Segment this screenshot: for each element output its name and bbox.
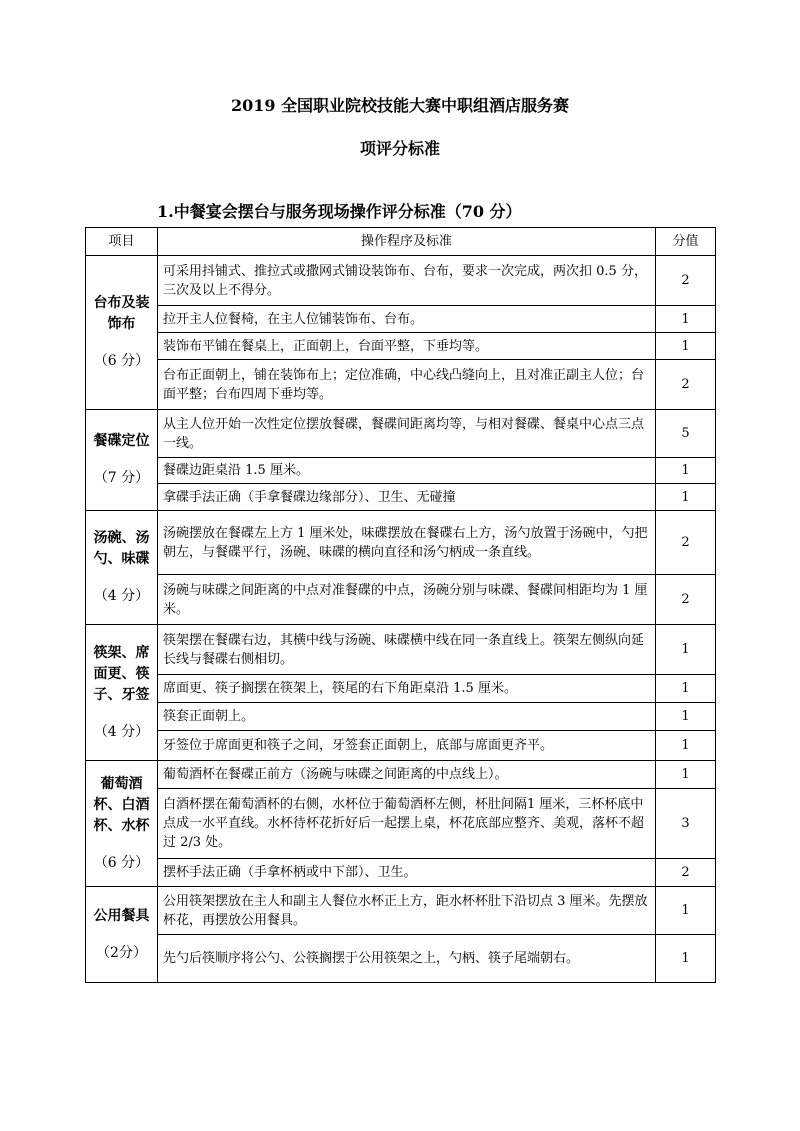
table-body xyxy=(86,256,716,983)
points-cell: 1 xyxy=(656,333,716,360)
table-row xyxy=(86,458,716,484)
procedure-cell: 拉开主人位餐椅，在主人位铺装饰布、台布。 xyxy=(158,306,656,333)
table-row xyxy=(86,859,716,887)
item-name: 葡萄酒杯、白酒杯、水杯 xyxy=(93,775,150,834)
header-points: 分值 xyxy=(656,228,716,256)
table-row xyxy=(86,887,716,935)
table-row xyxy=(86,333,716,360)
table-row xyxy=(86,360,716,410)
procedure-cell: 可采用抖铺式、推拉式或撒网式铺设装饰布、台布，要求一次完成，两次扣 0.5 分，三次及以上不得分。 xyxy=(158,256,656,306)
scoring-table xyxy=(85,227,716,983)
procedure-cell: 汤碗与味碟之间距离的中点对准餐碟的中点，汤碗分别与味碟、餐碟间相距均为 1 厘米。 xyxy=(158,575,656,625)
table-row xyxy=(86,761,716,789)
points-cell: 1 xyxy=(656,458,716,484)
item-cell xyxy=(86,625,158,761)
points-cell: 1 xyxy=(656,761,716,789)
procedure-cell: 摆杯手法正确（手拿杯柄或中下部）、卫生。 xyxy=(158,859,656,887)
table-row xyxy=(86,575,716,625)
points-cell: 1 xyxy=(656,306,716,333)
procedure-cell: 餐碟边距桌沿 1.5 厘米。 xyxy=(158,458,656,484)
item-cell xyxy=(86,256,158,410)
item-name: 筷架、席面更、筷子、牙签 xyxy=(93,644,150,703)
points-cell: 1 xyxy=(656,935,716,983)
item-score: （4 分） xyxy=(93,723,150,740)
points-cell: 1 xyxy=(656,703,716,731)
table-row xyxy=(86,511,716,575)
header-item: 项目 xyxy=(86,228,158,256)
procedure-cell: 筷套正面朝上。 xyxy=(158,703,656,731)
table-row xyxy=(86,306,716,333)
item-name: 台布及装饰布 xyxy=(93,295,150,332)
points-cell: 2 xyxy=(656,360,716,410)
item-cell xyxy=(86,761,158,887)
procedure-cell: 席面更、筷子搁摆在筷架上，筷尾的右下角距桌沿 1.5 厘米。 xyxy=(158,675,656,703)
item-score: （2分） xyxy=(96,944,147,961)
item-score: （4 分） xyxy=(93,588,150,604)
procedure-cell: 台布正面朝上，铺在装饰布上；定位准确，中心线凸缝向上，且对准正副主人位；台面平整；台布四周下垂均等。 xyxy=(158,360,656,410)
table-row xyxy=(86,731,716,761)
item-cell xyxy=(86,410,158,511)
document-title-line-2: 项评分标准 xyxy=(359,139,440,158)
points-cell: 5 xyxy=(656,410,716,458)
procedure-cell: 筷架摆在餐碟右边，其横中线与汤碗、味碟横中线在同一条直线上。筷架左侧纵向延长线与餐碟右侧相切。 xyxy=(158,625,656,675)
table-row xyxy=(86,410,716,458)
points-cell: 1 xyxy=(656,731,716,761)
points-cell: 2 xyxy=(656,859,716,887)
points-cell: 1 xyxy=(656,887,716,935)
table-header-row xyxy=(86,228,716,256)
section-title: 1.中餐宴会摆台与服务现场操作评分标准（70 分） xyxy=(157,202,522,221)
header-procedure: 操作程序及标准 xyxy=(158,228,656,256)
table-row xyxy=(86,484,716,511)
item-score: （6 分） xyxy=(93,854,150,871)
procedure-cell: 从主人位开始一次性定位摆放餐碟，餐碟间距离均等，与相对餐碟、餐桌中心点三点一线。 xyxy=(158,410,656,458)
points-cell: 1 xyxy=(656,625,716,675)
procedure-cell: 装饰布平铺在餐桌上，正面朝上，台面平整，下垂均等。 xyxy=(158,333,656,360)
procedure-cell: 白酒杯摆在葡萄酒杯的右侧，水杯位于葡萄酒杯左侧，杯肚间隔1 厘米，三杯杯底中点成一水平直线。水杯待杯花折好后一起摆上桌，杯花底部应整齐、美观，落杯不超过 2/3 处。 xyxy=(158,789,656,859)
table-row xyxy=(86,789,716,859)
points-cell: 1 xyxy=(656,675,716,703)
item-cell xyxy=(86,511,158,625)
procedure-cell: 先勺后筷顺序将公勺、公筷搁摆于公用筷架之上，勺柄、筷子尾端朝右。 xyxy=(158,935,656,983)
table-row xyxy=(86,675,716,703)
table-row xyxy=(86,256,716,306)
procedure-cell: 牙签位于席面更和筷子之间，牙签套正面朝上，底部与席面更齐平。 xyxy=(158,731,656,761)
item-cell xyxy=(86,887,158,983)
points-cell: 3 xyxy=(656,789,716,859)
points-cell: 2 xyxy=(656,256,716,306)
procedure-cell: 拿碟手法正确（手拿餐碟边缘部分）、卫生、无碰撞 xyxy=(158,484,656,511)
item-score: （7 分） xyxy=(93,470,150,486)
table-row xyxy=(86,703,716,731)
table-row xyxy=(86,935,716,983)
procedure-cell: 公用筷架摆放在主人和副主人餐位水杯正上方，距水杯杯肚下沿切点 3 厘米。先摆放杯花，再摆放公用餐具。 xyxy=(158,887,656,935)
document-title-line-1: 2019 全国职业院校技能大赛中职组酒店服务赛 xyxy=(230,96,570,115)
item-name: 公用餐具 xyxy=(93,907,150,924)
item-name: 餐碟定位 xyxy=(93,433,150,449)
procedure-cell: 葡萄酒杯在餐碟正前方（汤碗与味碟之间距离的中点线上）。 xyxy=(158,761,656,789)
procedure-cell: 汤碗摆放在餐碟左上方 1 厘米处，味碟摆放在餐碟右上方，汤勺放置于汤碗中，勺把朝左，与餐碟平行，汤碗、味碟的横向直径和汤勺柄成一条直线。 xyxy=(158,511,656,575)
table-row xyxy=(86,625,716,675)
points-cell: 1 xyxy=(656,484,716,511)
item-score: （6 分） xyxy=(93,353,150,369)
item-name: 汤碗、汤勺、味碟 xyxy=(93,530,150,567)
points-cell: 2 xyxy=(656,511,716,575)
points-cell: 2 xyxy=(656,575,716,625)
